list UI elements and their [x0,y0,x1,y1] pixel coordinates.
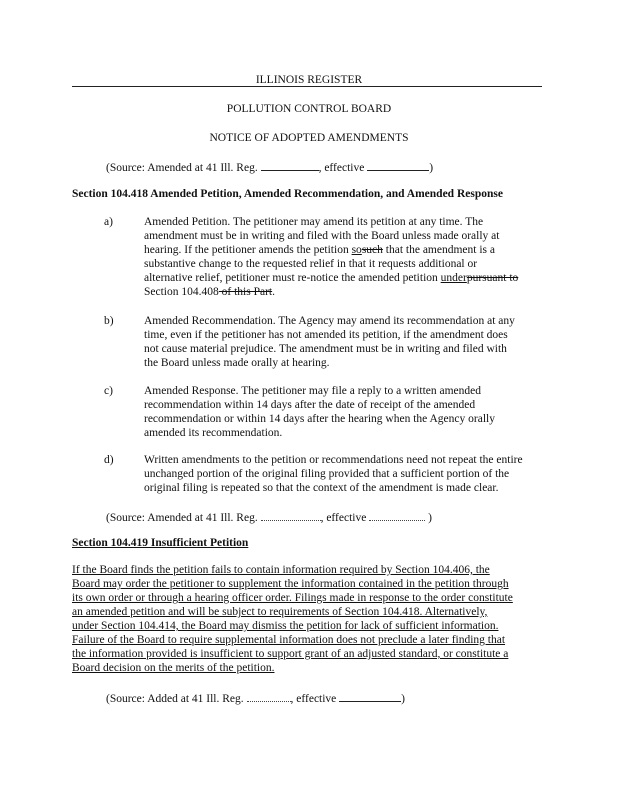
text-line: Written amendments to the petition or recommendations need not repeat the entire [144,454,523,466]
reg-blank [261,509,321,521]
effective-blank [339,690,401,702]
inserted-text: under [440,272,467,284]
effective-blank [369,509,425,521]
text-run: . [272,286,275,298]
section-419-heading: Section 104.419 Insufficient Petition [72,537,249,549]
notice-title: NOTICE OF ADOPTED AMENDMENTS [209,132,409,144]
inserted-text-line: its own order or through a hearing officer order. Filings made in response to the order constitute [72,592,513,604]
text-run: that the amendment is a [382,244,495,256]
source-suffix: ) [401,693,406,705]
text-run: alternative relief, petitioner must re-notice the amended petition [144,272,441,284]
source-middle: , effective [320,512,367,524]
source-prefix: (Source: Added at 41 Ill. Reg. [106,693,244,705]
text-line: recommendation or within 14 days after the hearing when the Agency orally [144,413,495,425]
reg-blank [247,690,291,702]
text-line: amended its recommendation. [144,427,283,439]
deleted-text: pursuant to [466,272,519,284]
text-line: the Board unless made orally at hearing. [144,357,330,369]
effective-blank [367,159,429,171]
text-run: hearing. If the petitioner amends the petition [144,244,352,256]
item-b-text [144,314,538,370]
source-middle: , effective [290,693,337,705]
source-note-419 [106,690,405,706]
inserted-text-line: If the Board finds the petition fails to contain information required by Section 104.406, the [72,564,490,576]
text-line [144,243,538,257]
item-c-text [144,384,538,440]
text-line: Amended Response. The petitioner may file a reply to a written amended [144,385,482,397]
deleted-text: of this Part [218,286,273,298]
text-line: original filing is repeated so that the context of the amendment is made clear. [144,482,499,494]
header-rule [72,86,542,87]
inserted-text-line: Board may order the petitioner to supplement the information contained in the petition through [72,578,509,590]
register-title: ILLINOIS REGISTER [255,74,363,86]
inserted-text-line: the information provided is insufficient to support grant of an adjusted standard, or constitute a [72,648,509,660]
source-middle: , effective [318,162,365,174]
inserted-text: so [351,244,362,256]
source-suffix: ) [429,162,434,174]
text-line: Amended Petition. The petitioner may amend its petition at any time. The [144,216,484,228]
source-prefix: (Source: Amended at 41 Ill. Reg. [106,162,258,174]
source-note-top [106,159,433,175]
text-line: time, even if the petitioner has not amended its petition, if the amendment does [144,329,508,341]
agency-title: POLLUTION CONTROL BOARD [226,103,392,115]
source-suffix: ) [428,512,432,524]
deleted-text: such [361,244,383,256]
item-a-text [144,215,538,299]
text-line [144,271,538,285]
text-line [144,285,538,299]
reg-blank [261,159,319,171]
item-a-letter: a) [104,216,113,228]
section-418-heading: Section 104.418 Amended Petition, Amended Recommendation, and Amended Response [72,188,503,200]
item-b-letter: b) [104,315,114,327]
item-d-text [144,453,538,495]
item-d-letter: d) [104,454,114,466]
text-line: substantive change to the requested relief in that it requests additional or [144,258,478,270]
text-line: not cause material prejudice. The amendment must be in writing and filed with [144,343,507,355]
text-line: unchanged portion of the original filing provided that a sufficient portion of the [144,468,510,480]
section-419-body [72,563,542,675]
text-line: recommendation within 14 days after the date of receipt of the amended [144,399,476,411]
text-line: Amended Recommendation. The Agency may amend its recommendation at any [144,315,515,327]
inserted-text-line: Failure of the Board to require supplemental information does not preclude a later finding that [72,634,506,646]
inserted-text-line: Board decision on the merits of the petition. [72,662,275,674]
source-prefix: (Source: Amended at 41 Ill. Reg. [106,512,258,524]
inserted-text-line: under Section 104.414, the Board may dismiss the petition for lack of sufficient information. [72,620,499,632]
source-note-418 [106,509,432,525]
text-run: Section 104.408 [144,286,219,298]
item-c-letter: c) [104,385,113,397]
inserted-text-line: an amended petition and will be subject to requirements of Section 104.418. Alternatively, [72,606,488,618]
text-line: amendment must be in writing and filed with the Board unless made orally at [144,230,500,242]
